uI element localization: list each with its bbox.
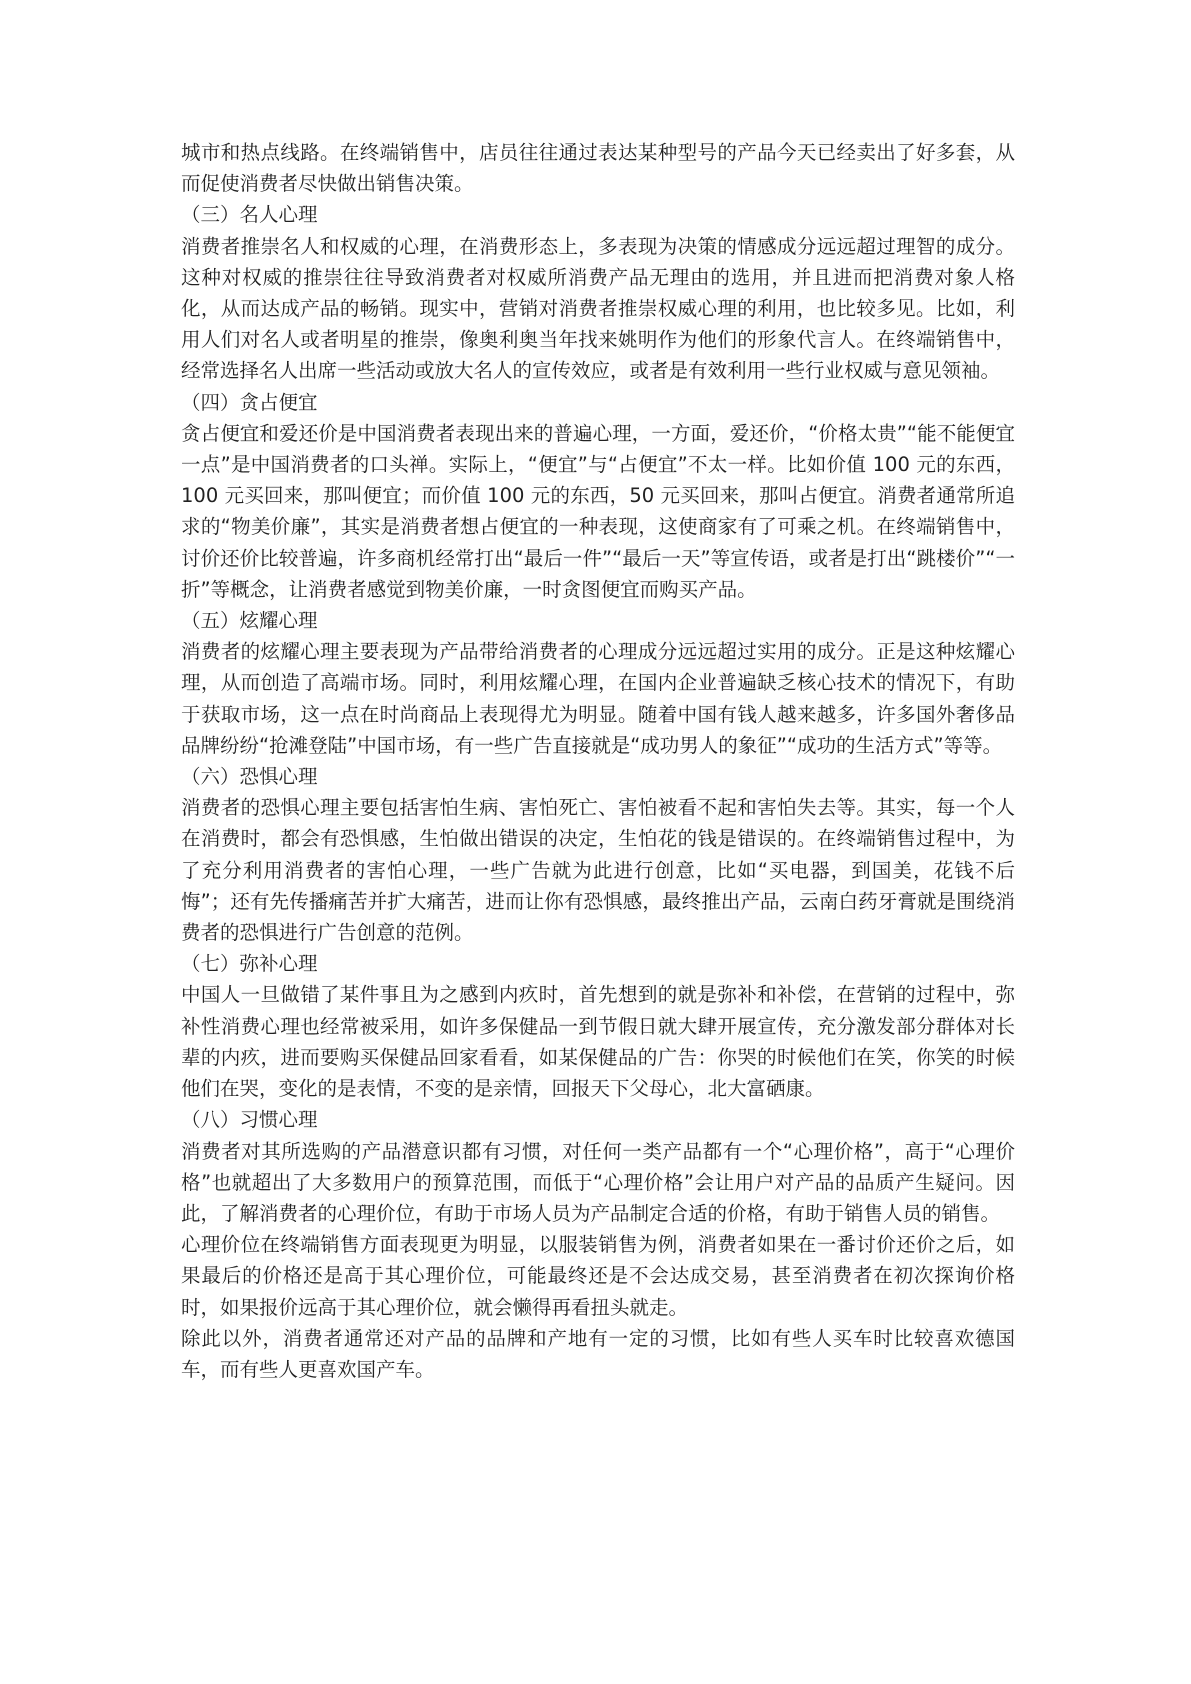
section-heading-celebrity: （三）名人心理 <box>181 203 318 227</box>
body-paragraph: 消费者推崇名人和权威的心理，在消费形态上，多表现为决策的情感成分远远超过理智的成分。这种对权威的推崇往往导致消费者对权威所消费产品无理由的选用，并且进而把消费对象人格化，从而达成产品的畅销。现实中，营销对消费者推崇权威心理的利用，也比较多见。比如，利用人们对名人或者明星的推崇，像奥利奥当年找来姚明作为他们的形象代言人。在终端销售中，经常选择名人出席一些活动或放大名人的宣传效应，或者是有效利用一些行业权威与意见领袖。 <box>181 234 1015 383</box>
section-heading-fear: （六）恐惧心理 <box>181 765 318 789</box>
body-paragraph: 城市和热点线路。在终端销售中，店员往往通过表达某种型号的产品今天已经卖出了好多套，从而促使消费者尽快做出销售决策。 <box>181 141 1015 196</box>
section-heading-showoff: （五）炫耀心理 <box>181 609 318 633</box>
document-page <box>181 137 1015 1385</box>
body-paragraph: 心理价位在终端销售方面表现更为明显，以服装销售为例，消费者如果在一番讨价还价之后，如果最后的价格还是高于其心理价位，可能最终还是不会达成交易，甚至消费者在初次探询价格时，如果报价远高于其心理价位，就会懒得再看扭头就走。 <box>181 1233 1015 1319</box>
section-heading-compensation: （七）弥补心理 <box>181 952 318 976</box>
section-heading-habit: （八）习惯心理 <box>181 1108 318 1132</box>
body-paragraph: 贪占便宜和爱还价是中国消费者表现出来的普遍心理，一方面，爱还价，“价格太贵”“能不能便宜一点”是中国消费者的口头禅。实际上，“便宜”与“占便宜”不太一样。比如价值 100 元的东西，100 元买回来，那叫便宜；而价值 100 元的东西，50 元买回来，那叫占便宜。消费者通常所追求的“物美价廉”，其实是消费者想占便宜的一种表现，这使商家有了可乘之机。在终端销售中，讨价还价比较普遍，许多商机经常打出“最后一件”“最后一天”等宣传语，或者是打出“跳楼价”“一折”等概念，让消费者感觉到物美价廉，一时贪图便宜而购买产品。 <box>181 421 1015 601</box>
body-paragraph: 消费者的炫耀心理主要表现为产品带给消费者的心理成分远远超过实用的成分。正是这种炫耀心理，从而创造了高端市场。同时，利用炫耀心理，在国内企业普遍缺乏核心技术的情况下，有助于获取市场，这一点在时尚商品上表现得尤为明显。随着中国有钱人越来越多，许多国外奢侈品品牌纷纷“抢滩登陆”中国市场，有一些广告直接就是“成功男人的象征”“成功的生活方式”等等。 <box>181 640 1015 757</box>
body-paragraph: 消费者对其所选购的产品潜意识都有习惯，对任何一类产品都有一个“心理价格”，高于“心理价格”也就超出了大多数用户的预算范围，而低于“心理价格”会让用户对产品的品质产生疑问。因此，了解消费者的心理价位，有助于市场人员为产品制定合适的价格，有助于销售人员的销售。 <box>181 1139 1015 1225</box>
body-paragraph: 消费者的恐惧心理主要包括害怕生病、害怕死亡、害怕被看不起和害怕失去等。其实，每一个人在消费时，都会有恐惧感，生怕做出错误的决定，生怕花的钱是错误的。在终端销售过程中，为了充分利用消费者的害怕心理，一些广告就为此进行创意，比如“买电器，到国美，花钱不后悔”；还有先传播痛苦并扩大痛苦，进而让你有恐惧感，最终推出产品，云南白药牙膏就是围绕消费者的恐惧进行广告创意的范例。 <box>181 796 1015 945</box>
body-paragraph: 中国人一旦做错了某件事且为之感到内疚时，首先想到的就是弥补和补偿，在营销的过程中，弥补性消费心理也经常被采用，如许多保健品一到节假日就大肆开展宣传，充分激发部分群体对长辈的内疚，进而要购买保健品回家看看，如某保健品的广告：你哭的时候他们在笑，你笑的时候他们在哭，变化的是表情，不变的是亲情，回报天下父母心，北大富硒康。 <box>181 983 1015 1101</box>
section-heading-bargain: （四）贪占便宜 <box>181 390 318 414</box>
body-paragraph: 除此以外，消费者通常还对产品的品牌和产地有一定的习惯，比如有些人买车时比较喜欢德国车，而有些人更喜欢国产车。 <box>181 1326 1015 1381</box>
